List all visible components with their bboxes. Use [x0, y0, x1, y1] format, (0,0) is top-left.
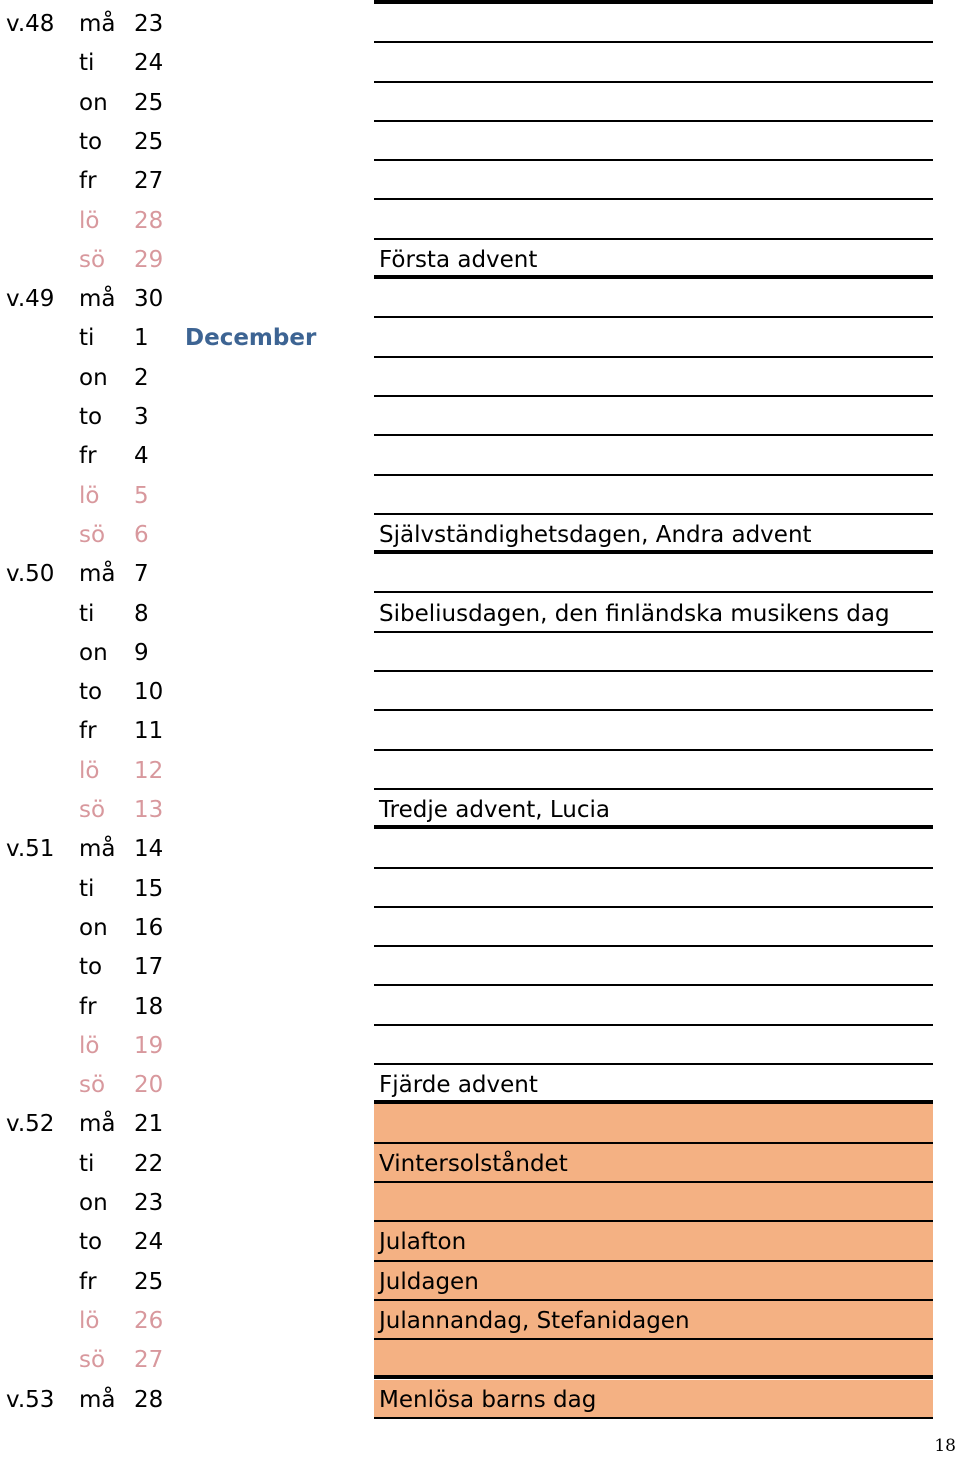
date-number: 24	[134, 50, 164, 77]
date-number: 15	[134, 875, 164, 902]
day-row	[0, 240, 960, 279]
note-cell	[374, 1183, 933, 1222]
note-cell	[374, 869, 933, 908]
note-cell	[374, 554, 933, 593]
day-note: Självständighetsdagen, Andra advent	[379, 521, 812, 548]
date-number: 5	[134, 482, 149, 509]
date-number: 28	[134, 207, 164, 234]
day-row	[0, 318, 960, 357]
weekday-label: lö	[79, 1307, 100, 1334]
day-row	[0, 83, 960, 122]
weekday-label: fr	[79, 993, 97, 1020]
date-number: 16	[134, 914, 164, 941]
note-cell	[374, 751, 933, 790]
note-cell	[374, 358, 933, 397]
note-cell	[374, 122, 933, 161]
day-row	[0, 122, 960, 161]
day-row	[0, 515, 960, 554]
day-note: Juldagen	[379, 1268, 479, 1295]
day-row	[0, 476, 960, 515]
weekday-label: on	[79, 914, 108, 941]
day-note: Julannandag, Stefanidagen	[379, 1307, 690, 1334]
note-cell	[374, 83, 933, 122]
day-row	[0, 279, 960, 318]
note-cell	[374, 711, 933, 750]
day-row	[0, 436, 960, 475]
date-number: 23	[134, 1190, 164, 1216]
day-row	[0, 397, 960, 436]
weekday-label: on	[79, 364, 108, 391]
day-row	[0, 1104, 960, 1143]
weekday-label: sö	[79, 1072, 106, 1099]
day-row	[0, 1222, 960, 1261]
month-label: December	[185, 325, 317, 352]
weekday-label: må	[79, 1111, 116, 1138]
day-row	[0, 711, 960, 750]
week-label: v.52	[6, 1111, 55, 1138]
date-number: 27	[134, 1347, 164, 1374]
date-number: 26	[134, 1307, 164, 1334]
day-row	[0, 829, 960, 868]
day-note: Julafton	[379, 1229, 467, 1256]
note-cell	[374, 672, 933, 711]
date-number: 2	[134, 364, 149, 391]
date-number: 10	[134, 679, 164, 706]
weekday-label: fr	[79, 718, 97, 745]
weekday-label: on	[79, 89, 108, 116]
date-number: 30	[134, 286, 164, 313]
note-cell	[374, 829, 933, 868]
note-cell	[374, 161, 933, 200]
weekday-label: to	[79, 1229, 103, 1256]
note-cell	[374, 476, 933, 515]
day-row	[0, 1340, 960, 1379]
date-number: 11	[134, 718, 164, 745]
weekday-label: må	[79, 286, 116, 313]
date-number: 3	[134, 404, 149, 430]
weekday-label: lö	[79, 482, 100, 509]
note-cell	[374, 1340, 933, 1379]
note-cell	[374, 279, 933, 318]
date-number: 18	[134, 993, 164, 1020]
note-cell	[374, 43, 933, 82]
note-cell	[374, 436, 933, 475]
day-row	[0, 201, 960, 240]
weekday-label: sö	[79, 797, 106, 823]
page-number: 18	[934, 1436, 956, 1456]
note-cell	[374, 1026, 933, 1065]
day-row	[0, 1262, 960, 1301]
day-note: Vintersolståndet	[379, 1150, 568, 1177]
weekday-label: to	[79, 679, 103, 706]
weekday-label: fr	[79, 443, 97, 470]
day-row	[0, 790, 960, 829]
weekday-label: sö	[79, 246, 106, 273]
day-row	[0, 987, 960, 1026]
day-row	[0, 1144, 960, 1183]
date-number: 19	[134, 1032, 164, 1059]
weekday-label: fr	[79, 1268, 97, 1295]
note-cell	[374, 4, 933, 43]
note-cell	[374, 987, 933, 1026]
day-note: Tredje advent, Lucia	[379, 797, 611, 823]
date-number: 8	[134, 600, 149, 627]
date-number: 17	[134, 954, 164, 981]
day-row	[0, 1183, 960, 1222]
day-row	[0, 1065, 960, 1104]
date-number: 25	[134, 1268, 164, 1295]
date-number: 20	[134, 1072, 164, 1099]
weekday-label: ti	[79, 1150, 95, 1177]
date-number: 25	[134, 128, 164, 155]
date-number: 4	[134, 443, 149, 470]
day-row	[0, 4, 960, 43]
weekday-label: on	[79, 1190, 108, 1216]
day-row	[0, 43, 960, 82]
note-cell	[374, 633, 933, 672]
weekday-label: to	[79, 128, 103, 155]
note-cell	[374, 908, 933, 947]
note-cell	[374, 397, 933, 436]
weekday-label: sö	[79, 1347, 106, 1374]
day-note: Fjärde advent	[379, 1072, 538, 1099]
day-row	[0, 869, 960, 908]
day-row	[0, 1301, 960, 1340]
weekday-label: må	[79, 11, 116, 37]
date-number: 28	[134, 1386, 164, 1413]
day-row	[0, 554, 960, 593]
weekday-label: ti	[79, 50, 95, 77]
day-note: Menlösa barns dag	[379, 1386, 597, 1413]
weekday-label: må	[79, 836, 116, 863]
weekday-label: lö	[79, 207, 100, 234]
date-number: 7	[134, 561, 149, 588]
week-label: v.51	[6, 836, 55, 863]
date-number: 22	[134, 1150, 164, 1177]
date-number: 24	[134, 1229, 164, 1256]
date-number: 21	[134, 1111, 164, 1138]
date-number: 13	[134, 797, 164, 823]
note-cell	[374, 947, 933, 986]
date-number: 14	[134, 836, 164, 863]
note-cell	[374, 318, 933, 357]
day-row	[0, 358, 960, 397]
date-number: 25	[134, 89, 164, 116]
day-row	[0, 947, 960, 986]
weekday-label: sö	[79, 521, 106, 548]
week-label: v.48	[6, 11, 55, 37]
weekday-label: må	[79, 1386, 116, 1413]
day-row	[0, 1380, 960, 1419]
date-number: 12	[134, 757, 164, 784]
weekday-label: fr	[79, 168, 97, 195]
date-number: 29	[134, 246, 164, 273]
day-row	[0, 1026, 960, 1065]
weekday-label: to	[79, 954, 103, 981]
day-row	[0, 672, 960, 711]
day-row	[0, 594, 960, 633]
weekday-label: må	[79, 561, 116, 588]
weekday-label: lö	[79, 757, 100, 784]
weekday-label: to	[79, 404, 103, 430]
note-cell	[374, 201, 933, 240]
weekday-label: ti	[79, 325, 95, 352]
day-row	[0, 751, 960, 790]
weekday-label: ti	[79, 600, 95, 627]
week-label: v.50	[6, 561, 55, 588]
weekday-label: ti	[79, 875, 95, 902]
day-row	[0, 908, 960, 947]
date-number: 9	[134, 639, 149, 666]
week-label: v.53	[6, 1386, 55, 1413]
weekday-label: on	[79, 639, 108, 666]
date-number: 1	[134, 325, 149, 352]
day-row	[0, 161, 960, 200]
weekday-label: lö	[79, 1032, 100, 1059]
date-number: 23	[134, 11, 164, 37]
date-number: 6	[134, 521, 149, 548]
date-number: 27	[134, 168, 164, 195]
day-note: Sibeliusdagen, den finländska musikens dag	[379, 600, 890, 627]
week-label: v.49	[6, 286, 55, 313]
note-cell	[374, 1104, 933, 1143]
day-row	[0, 633, 960, 672]
day-note: Första advent	[379, 246, 538, 273]
